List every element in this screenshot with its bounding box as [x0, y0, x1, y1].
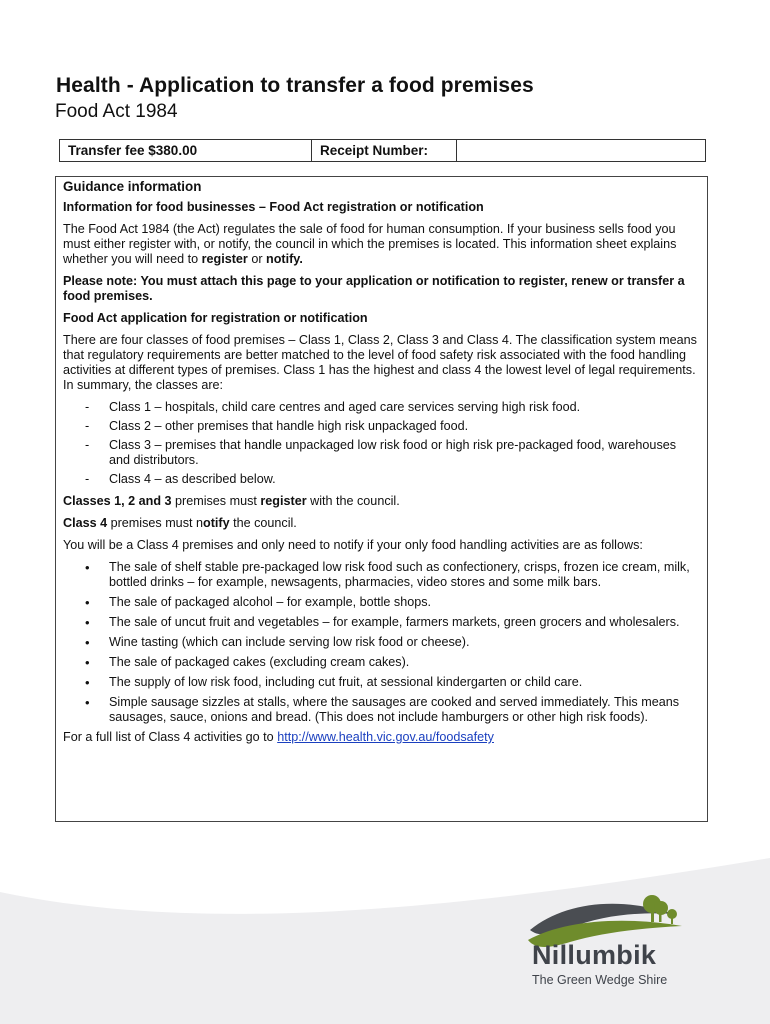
class4-intro: You will be a Class 4 premises and only need to notify if your only food handling activities are as follows:	[63, 538, 643, 552]
page-subtitle: Food Act 1984	[55, 101, 178, 122]
guidance-box	[55, 176, 708, 822]
full-list-line	[63, 730, 699, 745]
dash-marker: -	[85, 472, 90, 486]
register-text: premises must	[171, 494, 261, 508]
attach-note: Please note: You must attach this page to your application or notification to register, renew or transfer a food premises.	[63, 274, 685, 303]
dash-marker: -	[85, 419, 90, 433]
notify-class: Class 4	[63, 516, 108, 530]
dash-marker: -	[85, 438, 90, 452]
notify-text: premises must n	[107, 516, 203, 530]
logo-name: Nillumbik	[532, 940, 657, 970]
notify-tail: the council.	[229, 516, 297, 530]
receipt-number-field[interactable]	[457, 140, 705, 161]
class4-activity-list	[63, 560, 699, 725]
bullet-marker: •	[85, 675, 90, 690]
guidance-subheading: Information for food businesses – Food Act registration or notification	[63, 200, 484, 214]
list-item	[63, 438, 699, 468]
list-item	[63, 595, 699, 610]
activity-item: The sale of packaged cakes (excluding cream cakes).	[109, 655, 410, 669]
fee-table	[59, 139, 706, 162]
intro-register: register	[201, 252, 248, 266]
classes-intro: There are four classes of food premises – Class 1, Class 2, Class 3 and Class 4. The classification system means that regulatory requirements are better matched to the level of food safety risk associated with the food handling activities at different types of premises. Class 1 has the highest and class 4 the lowest level of legal requirements. In summary, the classes are:	[63, 333, 697, 392]
bullet-marker: •	[85, 635, 90, 650]
activity-item: Simple sausage sizzles at stalls, where the sausages are cooked and served immediately. This means sausages, sauce, onions and bread. (This does not include hamburgers or other high risk foods).	[109, 695, 680, 724]
notify-line	[63, 516, 699, 531]
class-3-item: Class 3 – premises that handle unpackaged low risk food or high risk pre-packaged food, warehouses and distributors.	[109, 438, 677, 467]
bullet-marker: •	[85, 615, 90, 630]
activity-item: The sale of packaged alcohol – for example, bottle shops.	[109, 595, 432, 609]
list-item	[63, 615, 699, 630]
foodsafety-link[interactable]: http://www.health.vic.gov.au/foodsafety	[277, 730, 494, 744]
activity-item: Wine tasting (which can include serving low risk food or cheese).	[109, 635, 470, 649]
bullet-marker: •	[85, 655, 90, 670]
list-item	[63, 419, 699, 434]
list-item	[63, 695, 699, 725]
guidance-heading: Guidance information	[63, 179, 202, 194]
application-heading: Food Act application for registration or notification	[63, 311, 368, 325]
bullet-marker: •	[85, 595, 90, 610]
list-item	[63, 655, 699, 670]
intro-paragraph	[63, 222, 699, 267]
register-classes: Classes 1, 2 and 3	[63, 494, 172, 508]
intro-text: The Food Act 1984 (the Act) regulates the sale of food for human consumption. If your business sells food you must either register with, or notify, the council in which the premises is located. This information sheet explains whether you will need to	[63, 222, 677, 266]
activity-item: The supply of low risk food, including cut fruit, at sessional kindergarten or child care.	[109, 675, 583, 689]
activity-item: The sale of uncut fruit and vegetables – for example, farmers markets, green grocers and wholesalers.	[109, 615, 680, 629]
register-line	[63, 494, 699, 509]
register-word: register	[260, 494, 307, 508]
list-item	[63, 400, 699, 415]
bullet-marker: •	[85, 560, 90, 575]
transfer-fee-cell: Transfer fee $380.00	[60, 140, 312, 161]
bullet-marker: •	[85, 695, 90, 710]
class-list	[63, 400, 699, 487]
intro-notify: notify.	[266, 252, 303, 266]
class-1-item: Class 1 – hospitals, child care centres and aged care services serving high risk food.	[109, 400, 581, 414]
logo-tagline: The Green Wedge Shire	[532, 973, 668, 987]
receipt-number-label: Receipt Number:	[312, 140, 457, 161]
dash-marker: -	[85, 400, 90, 414]
title-application: Application to transfer a food premises	[138, 74, 534, 97]
class-2-item: Class 2 – other premises that handle high risk unpackaged food.	[109, 419, 469, 433]
list-item	[63, 472, 699, 487]
activity-item: The sale of shelf stable pre-packaged low risk food such as confectionery, crisps, frozen ice cream, milk, bottled drinks – for example, newsagents, pharmacies, video stores and some milk bars.	[109, 560, 690, 589]
list-item	[63, 560, 699, 590]
register-tail: with the council.	[306, 494, 400, 508]
notify-word: otify	[203, 516, 230, 530]
list-item	[63, 635, 699, 650]
list-item	[63, 675, 699, 690]
class-4-item: Class 4 – as described below.	[109, 472, 276, 486]
intro-or: or	[247, 252, 267, 266]
full-list-text: For a full list of Class 4 activities go to	[63, 730, 278, 744]
page-title	[56, 74, 534, 98]
title-health: Health -	[56, 74, 139, 97]
